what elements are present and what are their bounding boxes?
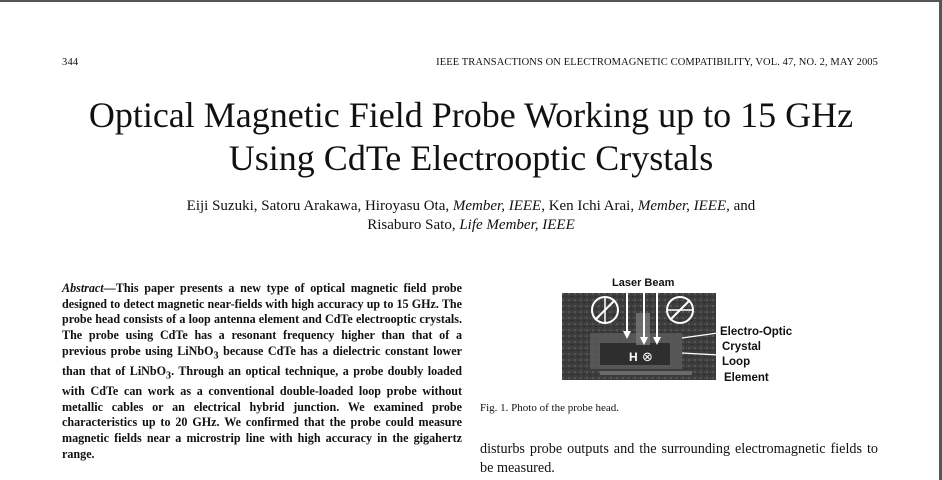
author-line-1 [0,197,942,216]
figure-label-laser-beam: Laser Beam [612,277,675,289]
abstract-text: . Through an optical technique, a probe doubly loaded with CdTe can work as a conventional double-loaded loop probe without metallic cables or an electrical hybrid junction. We examined probe characteristics up to 20 GHz. We confirmed that the probe could measure magnetic fields near a microstrip line with high accuracy in the gigahertz range. [62,363,462,461]
author-text: Risaburo Sato, [367,217,460,233]
title-line-1: Optical Magnetic Field Probe Working up to 15 GHz [88,95,854,135]
abstract-label: Abstract [62,281,104,295]
label-element: Element [724,371,769,384]
subscript: 3 [166,370,172,382]
into-page-symbol: ⊗ [642,350,653,365]
figure-caption: Fig. 1. Photo of the probe head. [480,402,620,414]
figure-part-labels [720,325,792,386]
abstract-text: This paper presents a new type of optical magnetic field probe designed to detect magnetic near-fields with high accuracy up to 15 GHz. The probe head consists of a loop antenna element and CdTe electrooptic crystals. The probe using CdTe has a resonant frequency higher than that of a previous probe using LiNbO [62,281,462,358]
member-grade: Life Member, IEEE [459,217,575,233]
author-line-2 [0,216,942,235]
paper-title [0,94,942,180]
journal-header: IEEE TRANSACTIONS ON ELECTROMAGNETIC COMPATIBILITY, VOL. 47, NO. 2, MAY 2005 [436,57,878,68]
member-grade: Member, IEEE [452,198,542,214]
author-text: , Ken Ichi Arai, [541,198,638,214]
probe-head-photo [562,293,716,380]
label-loop: Loop [722,356,751,369]
abstract-paragraph [62,281,462,463]
author-text: , and [726,198,756,214]
author-text: Eiji Suzuki, Satoru Arakawa, Hiroyasu Ota, [186,198,453,214]
author-list [0,197,942,235]
page-frame-top [0,0,942,2]
abstract-text: because CdTe has a dielectric constant lower than that of LiNbO [62,343,463,378]
subscript: 3 [213,350,219,362]
probe-head-photo-graphic [562,293,716,380]
label-electro-optic: Electro-Optic [720,326,793,338]
member-grade: Member, IEEE [637,198,727,214]
page-number: 344 [62,57,79,68]
magnetic-field-h-label: H [629,350,638,364]
title-line-2: Using CdTe Electrooptic Crystals [228,138,714,178]
abstract-dash: — [103,281,116,295]
right-column-text: disturbs probe outputs and the surrounding electromagnetic fields to be measured. [480,441,878,476]
label-crystal: Crystal [722,341,761,354]
